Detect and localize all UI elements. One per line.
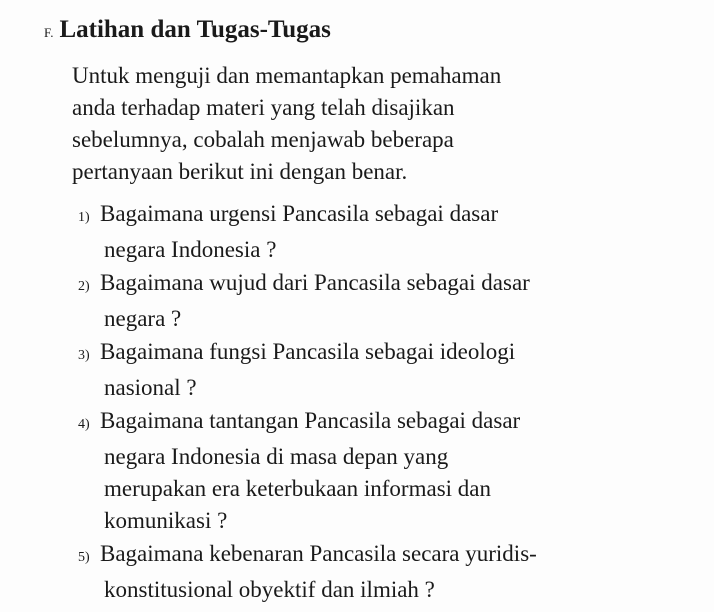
question-number: 3) [78,348,90,363]
question-text: negara ? [104,306,182,331]
section-title: Latihan dan Tugas-Tugas [59,16,331,43]
intro-line: sebelumnya, cobalah menjawab beberapa [72,127,454,152]
question-item [78,405,698,537]
question-first-line [78,336,698,372]
question-first-line [78,267,698,303]
question-text: Bagaimana urgensi Pancasila sebagai dasar [100,201,499,226]
question-text: Bagaimana tantangan Pancasila sebagai dasar [100,408,521,433]
question-number: 2) [78,279,90,294]
question-list [78,198,698,607]
question-item [78,336,698,404]
question-number: 4) [78,417,90,432]
question-text: negara Indonesia ? [104,237,277,262]
question-first-line [78,538,698,574]
question-item [78,538,698,606]
question-number: 5) [78,550,90,565]
question-item [78,267,698,335]
section-marker: F. [44,25,54,40]
question-text: Bagaimana wujud dari Pancasila sebagai dasar [100,270,530,295]
question-text: merupakan era keterbukaan informasi dan [104,476,491,501]
question-item [78,198,698,266]
section-heading [44,16,331,44]
intro-line: anda terhadap materi yang telah disajikan [72,95,455,120]
question-number: 1) [78,210,90,225]
question-text: Bagaimana kebenaran Pancasila secara yuridis- [100,541,537,566]
intro-line: pertanyaan berikut ini dengan benar. [72,159,408,184]
intro-paragraph [72,60,682,188]
intro-line: Untuk menguji dan memantapkan pemahaman [72,63,502,88]
question-text: komunikasi ? [104,508,228,533]
question-text: nasional ? [104,375,197,400]
question-text: Bagaimana fungsi Pancasila sebagai ideologi [100,339,516,364]
question-text: negara Indonesia di masa depan yang [104,444,449,469]
question-first-line [78,405,698,441]
question-first-line [78,198,698,234]
question-text: konstitusional obyektif dan ilmiah ? [104,577,435,602]
